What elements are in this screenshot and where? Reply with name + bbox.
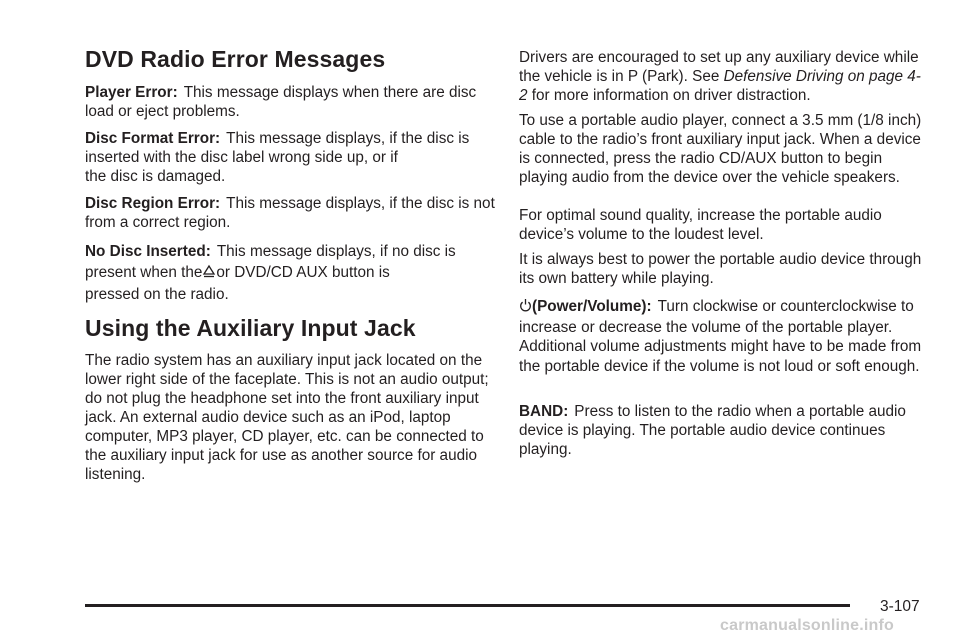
disc-format-error-text-2: the disc is damaged.: [85, 168, 226, 185]
heading-using-auxiliary-input-jack: Using the Auxiliary Input Jack: [85, 315, 416, 341]
no-disc-inserted-text: This message displays, if no disc is present when the: [85, 243, 456, 281]
right-paragraph-1-text-b: for more information on driver distraction.: [531, 87, 811, 104]
eject-icon: [202, 263, 216, 284]
band-label: BAND:: [519, 403, 569, 420]
power-volume-paragraph: [519, 297, 929, 376]
power-icon: [519, 298, 532, 318]
disc-format-error-text: This message displays, if the disc is inserted with the disc label wrong side up, or if: [85, 130, 470, 166]
player-error-text: This message displays when there are disc load or eject problems.: [85, 84, 477, 120]
no-disc-inserted-label: No Disc Inserted:: [85, 243, 211, 260]
power-volume-label: (Power/Volume):: [532, 298, 652, 315]
disc-region-error-text: This message displays, if the disc is not from a correct region.: [85, 195, 495, 231]
defensive-driving-reference: Defensive Driving on page 4-2: [519, 68, 921, 104]
watermark: carmanualsonline.info: [720, 617, 895, 634]
disc-format-error-paragraph: [85, 129, 495, 186]
player-error-paragraph: [85, 83, 495, 121]
no-disc-inserted-paragraph: [85, 241, 495, 305]
no-disc-inserted-text-2: or DVD/CD AUX button is: [216, 264, 390, 281]
heading-dvd-radio-error-messages: DVD Radio Error Messages: [85, 46, 386, 72]
player-error-label: Player Error:: [85, 84, 178, 101]
band-text: Press to listen to the radio when a portable audio device is playing. The portable audio device continues playing.: [519, 403, 906, 458]
right-paragraph-1-text-a: Drivers are encouraged to set up any auxiliary device while the vehicle is in P (Park). See: [519, 49, 919, 85]
footer-rule: [85, 604, 850, 607]
right-paragraph-2: To use a portable audio player, connect a 3.5 mm (1/8 inch) cable to the radio’s front auxiliary input jack. When a device is connected, press the radio CD/AUX button to begin playing audio from the device over the vehicle speakers.: [519, 112, 922, 186]
right-paragraph-4: It is always best to power the portable audio device through its own battery while playing.: [519, 251, 922, 287]
band-paragraph: [519, 402, 929, 459]
disc-region-error-paragraph: [85, 194, 495, 232]
power-volume-text: Turn clockwise or counterclockwise to increase or decrease the volume of the portable player. Additional volume adjustments might have to be made from the portable device if the volume is not loud or soft enough.: [519, 298, 922, 375]
right-paragraph-3: For optimal sound quality, increase the portable audio device’s volume to the loudest level.: [519, 207, 882, 243]
page-number: 3-107: [880, 598, 920, 615]
disc-format-error-label: Disc Format Error:: [85, 130, 221, 147]
right-paragraph-1: [519, 48, 929, 105]
disc-region-error-label: Disc Region Error:: [85, 195, 221, 212]
auxiliary-jack-paragraph: The radio system has an auxiliary input jack located on the lower right side of the faceplate. This is not an audio output; do not plug the headphone set into the front auxiliary input jack. An external audio device such as an iPod, laptop computer, MP3 player, CD player, etc. can be connected to the auxiliary input jack for use as another source for audio listening.: [85, 352, 489, 483]
no-disc-inserted-text-3: pressed on the radio.: [85, 286, 229, 303]
